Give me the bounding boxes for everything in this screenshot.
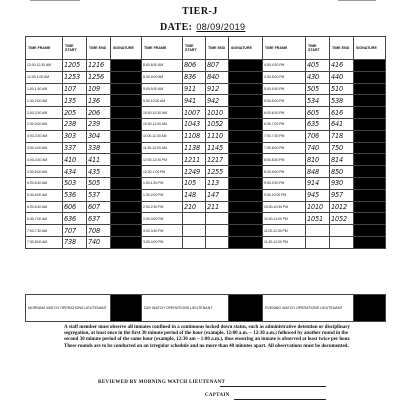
time-start-cell: 740	[306, 142, 330, 154]
signature-cell	[354, 236, 386, 248]
time-end-cell: 1255	[206, 166, 229, 178]
time-end-cell: 1052	[206, 118, 229, 130]
table-row	[26, 154, 386, 166]
time-frame-cell: 3:30-4:00 PM	[142, 236, 183, 248]
time-frame-cell: 10:30-11:00 PM	[263, 213, 306, 225]
time-end-cell: 616	[330, 107, 354, 119]
time-start-cell: 605	[306, 107, 330, 119]
time-frame-cell: 12:00-12:30 AM	[26, 60, 63, 72]
time-end-cell: 113	[206, 177, 229, 189]
table-row	[26, 213, 386, 225]
redacted-signature	[111, 166, 141, 177]
time-start-cell	[183, 213, 206, 225]
morning-watch-label: MORNING WATCH OPERATIONS LIEUTENANT	[26, 295, 111, 322]
time-frame-cell: 8:30-9:00 AM	[142, 71, 183, 83]
time-frame-cell: 11:00-11:30 PM	[263, 225, 306, 237]
redacted-signature	[229, 237, 262, 248]
redacted-signature	[229, 143, 262, 154]
time-end-cell: 740	[87, 236, 111, 248]
time-start-cell: 430	[306, 71, 330, 83]
signature-cell	[229, 107, 263, 119]
time-frame-cell: 6:00-6:30 AM	[26, 201, 63, 213]
time-end-cell: 206	[87, 107, 111, 119]
date-line	[160, 22, 245, 33]
time-start-cell: 1051	[306, 213, 330, 225]
time-frame-cell: 4:00-4:30 AM	[26, 154, 63, 166]
time-start-cell: 1108	[183, 130, 206, 142]
redacted-signature	[229, 166, 262, 177]
time-start-cell: 806	[183, 60, 206, 72]
time-end-cell: 136	[87, 95, 111, 107]
time-frame-cell: 12:30-1:00 PM	[142, 166, 183, 178]
time-start-cell: 503	[63, 177, 87, 189]
time-end-cell: 718	[330, 130, 354, 142]
time-end-cell: 1010	[206, 107, 229, 119]
redacted-signature	[111, 202, 141, 213]
signature-cell	[111, 177, 142, 189]
time-start-cell: 410	[63, 154, 87, 166]
redacted-signature	[354, 202, 385, 213]
col-header: TIME FRAME	[263, 37, 306, 60]
time-frame-cell: 7:30-8:00 PM	[263, 142, 306, 154]
time-start-cell: 1211	[183, 154, 206, 166]
watch-row	[26, 295, 386, 322]
col-header: SIGNATURE	[354, 37, 386, 60]
time-end-cell: 435	[87, 166, 111, 178]
table-header-row	[26, 37, 386, 60]
col-header: TIME START	[183, 37, 206, 60]
time-frame-cell: 3:30-4:00 AM	[26, 142, 63, 154]
time-start-cell: 636	[63, 213, 87, 225]
redacted-signature	[111, 131, 141, 142]
signature-cell	[354, 189, 386, 201]
time-frame-cell: 8:00-8:30 PM	[263, 154, 306, 166]
time-frame-cell: 9:00-9:30 AM	[142, 83, 183, 95]
time-start-cell: 105	[183, 177, 206, 189]
time-start-cell: 1043	[183, 118, 206, 130]
time-end-cell: 750	[330, 142, 354, 154]
signature-cell	[354, 142, 386, 154]
time-end-cell: 637	[87, 213, 111, 225]
signature-cell	[229, 154, 263, 166]
time-frame-cell: 7:00-7:30 PM	[263, 130, 306, 142]
time-start-cell: 238	[63, 118, 87, 130]
signature-cell	[229, 71, 263, 83]
time-end-cell: 338	[87, 142, 111, 154]
redacted-signature	[354, 95, 385, 106]
time-start-cell: 434	[63, 166, 87, 178]
time-start-cell: 848	[306, 166, 330, 178]
time-start-cell: 536	[63, 189, 87, 201]
redacted-signature	[229, 154, 262, 165]
time-frame-cell: 7:00-7:30 AM	[26, 225, 63, 237]
signature-cell	[229, 166, 263, 178]
time-start-cell: 337	[63, 142, 87, 154]
time-start-cell: 941	[183, 95, 206, 107]
signature-cell	[354, 213, 386, 225]
col-header: TIME END	[87, 37, 111, 60]
redacted-signature	[229, 84, 262, 95]
time-start-cell: 107	[63, 83, 87, 95]
observation-notice: A staff member must observe all inmates confined in a continuous locked down status, such as administrative detention or disciplinary segregation, at least once in the first 30 minute period of the hour (example, 12:00 a.m. – 12:30 a.m.) followed by another round in the second 30 minute period of the same hour (example, 12:30 am – 1:00 a.m.), thus ensuring an inmate is observed at least twice per hour. These rounds are to be conducted on an irregular schedule and no more than 40 minutes apart. All observations must be documented.	[64, 325, 351, 349]
time-frame-cell: 5:30-6:00 AM	[26, 189, 63, 201]
time-frame-cell: 1:30-2:00 PM	[142, 189, 183, 201]
table-row	[26, 118, 386, 130]
redacted-signature	[354, 107, 385, 118]
signature-cell	[111, 189, 142, 201]
signature-cell	[111, 201, 142, 213]
time-frame-cell: 1:30-2:00 AM	[26, 95, 63, 107]
signature-cell	[111, 118, 142, 130]
signature-cell	[111, 236, 142, 248]
time-end-cell: 147	[206, 189, 229, 201]
table-row	[26, 107, 386, 119]
time-end-cell: 807	[206, 60, 229, 72]
col-header: SIGNATURE	[111, 37, 142, 60]
table-row	[26, 142, 386, 154]
tier-title: TIER-J	[182, 6, 218, 17]
redacted-signature	[111, 119, 141, 130]
time-start-cell: 1205	[63, 60, 87, 72]
redacted-signature	[354, 225, 385, 236]
table-row	[26, 71, 386, 83]
time-end-cell: 607	[87, 201, 111, 213]
time-start-cell	[306, 225, 330, 237]
time-end-cell: 850	[330, 166, 354, 178]
signature-cell	[229, 213, 263, 225]
redacted-signature	[354, 154, 385, 165]
time-frame-cell: 11:30-12:00 PM	[263, 236, 306, 248]
time-end-cell: 1256	[87, 71, 111, 83]
signature-cell	[111, 142, 142, 154]
signature-cell	[229, 142, 263, 154]
signature-cell	[229, 60, 263, 72]
signature-cell	[229, 95, 263, 107]
time-start-cell: 405	[306, 60, 330, 72]
time-start-cell: 205	[63, 107, 87, 119]
time-frame-cell: 6:30-7:00 PM	[263, 118, 306, 130]
time-end-cell: 1217	[206, 154, 229, 166]
time-end-cell: 537	[87, 189, 111, 201]
time-start-cell: 534	[306, 95, 330, 107]
time-frame-cell: 1:00-1:30 AM	[26, 83, 63, 95]
time-start-cell: 210	[183, 201, 206, 213]
signature-cell	[354, 166, 386, 178]
col-header: TIME START	[63, 37, 87, 60]
redacted-signature	[111, 178, 141, 189]
time-start-cell: 836	[183, 71, 206, 83]
signature-cell	[354, 60, 386, 72]
redacted-signature	[229, 107, 262, 118]
time-start-cell: 1249	[183, 166, 206, 178]
table-body	[26, 60, 386, 249]
signature-cell	[354, 71, 386, 83]
time-end-cell: 239	[87, 118, 111, 130]
time-start-cell: 635	[306, 118, 330, 130]
redacted-signature	[354, 60, 385, 71]
time-frame-cell: 9:30-10:00 PM	[263, 189, 306, 201]
signature-cell	[354, 83, 386, 95]
time-frame-cell: 2:30-3:00 AM	[26, 118, 63, 130]
cropped-text-right	[338, 0, 376, 1]
time-end-cell: 411	[87, 154, 111, 166]
redacted-signature	[354, 237, 385, 248]
signature-cell	[354, 107, 386, 119]
date-label: DATE:	[160, 22, 193, 33]
redacted-signature	[354, 143, 385, 154]
redacted-signature	[354, 166, 385, 177]
time-end-cell: 510	[330, 83, 354, 95]
signature-cell	[354, 118, 386, 130]
signature-cell	[111, 71, 142, 83]
redacted-signature	[111, 190, 141, 201]
signature-cell	[111, 60, 142, 72]
time-frame-cell: 10:30-11:00 AM	[142, 118, 183, 130]
redacted-signature	[354, 190, 385, 201]
time-frame-cell: 3:00-3:30 PM	[142, 225, 183, 237]
redacted-signature	[111, 225, 141, 236]
time-frame-cell: 5:30-6:00 PM	[263, 95, 306, 107]
time-start-cell: 148	[183, 189, 206, 201]
time-end-cell: 505	[87, 177, 111, 189]
redacted-signature	[229, 60, 262, 71]
rounds-log-table	[25, 36, 386, 249]
table-row	[26, 83, 386, 95]
table-row	[26, 177, 386, 189]
time-frame-cell: 7:30-8:00 AM	[26, 236, 63, 248]
signature-cell	[111, 83, 142, 95]
time-frame-cell: 10:00-10:30 AM	[142, 107, 183, 119]
redacted-signature	[111, 143, 141, 154]
time-start-cell: 1010	[306, 201, 330, 213]
time-start-cell: 1138	[183, 142, 206, 154]
table-row	[26, 95, 386, 107]
col-header: TIME END	[206, 37, 229, 60]
redacted-signature	[354, 213, 385, 224]
redacted-signature	[111, 107, 141, 118]
time-end-cell: 440	[330, 71, 354, 83]
time-end-cell	[206, 225, 229, 237]
time-frame-cell: 1:00-1:30 PM	[142, 177, 183, 189]
redacted-signature	[229, 295, 263, 322]
time-start-cell	[306, 236, 330, 248]
time-end-cell: 416	[330, 60, 354, 72]
signature-cell	[111, 95, 142, 107]
time-end-cell: 708	[87, 225, 111, 237]
signature-cell	[229, 118, 263, 130]
redacted-signature	[111, 295, 142, 322]
signature-cell	[354, 130, 386, 142]
time-end-cell: 912	[206, 83, 229, 95]
col-header: TIME END	[330, 37, 354, 60]
signature-cell	[111, 166, 142, 178]
redacted-signature	[111, 237, 141, 248]
time-frame-cell: 4:30-5:00 PM	[263, 71, 306, 83]
time-end-cell: 641	[330, 118, 354, 130]
time-end-cell: 538	[330, 95, 354, 107]
time-start-cell: 911	[183, 83, 206, 95]
redacted-signature	[229, 225, 262, 236]
time-end-cell: 1052	[330, 213, 354, 225]
time-start-cell: 706	[306, 130, 330, 142]
day-watch-label: DAY WATCH OPERATIONS LIEUTENANT	[142, 295, 229, 322]
time-frame-cell: 11:00-11:30 AM	[142, 130, 183, 142]
time-frame-cell: 5:00-5:30 PM	[263, 83, 306, 95]
redacted-signature	[229, 131, 262, 142]
date-value: 08/09/2019	[196, 22, 246, 32]
reviewed-by-label: REVIEWED BY MORNING WATCH LIEUTENANT	[98, 380, 226, 385]
signature-cell	[229, 83, 263, 95]
time-end-cell: 1216	[87, 60, 111, 72]
time-frame-cell: 3:00-3:30 AM	[26, 130, 63, 142]
signature-cell	[111, 213, 142, 225]
signature-cell	[354, 201, 386, 213]
time-frame-cell: 5:00-5:30 AM	[26, 177, 63, 189]
time-end-cell: 942	[206, 95, 229, 107]
table-row	[26, 130, 386, 142]
time-end-cell: 957	[330, 189, 354, 201]
cropped-header-text	[0, 0, 400, 2]
redacted-signature	[229, 119, 262, 130]
redacted-signature	[354, 72, 385, 83]
col-header: TIME FRAME	[142, 37, 183, 60]
col-header: TIME FRAME	[26, 37, 63, 60]
time-frame-cell: 12:30-1:00 AM	[26, 71, 63, 83]
col-header: SIGNATURE	[229, 37, 263, 60]
time-frame-cell: 9:30-10:00 AM	[142, 95, 183, 107]
signature-cell	[229, 189, 263, 201]
time-start-cell: 738	[63, 236, 87, 248]
time-end-cell: 814	[330, 154, 354, 166]
time-start-cell: 810	[306, 154, 330, 166]
table-row	[26, 225, 386, 237]
time-end-cell: 1012	[330, 201, 354, 213]
signature-cell	[354, 154, 386, 166]
captain-label: CAPTAIN	[205, 393, 230, 398]
redacted-signature	[354, 295, 386, 322]
time-end-cell	[206, 213, 229, 225]
time-frame-cell: 12:00-12:30 PM	[142, 154, 183, 166]
time-end-cell: 1110	[206, 130, 229, 142]
time-frame-cell: 2:00-2:30 AM	[26, 107, 63, 119]
signature-cell	[229, 177, 263, 189]
signature-cell	[111, 225, 142, 237]
redacted-signature	[229, 213, 262, 224]
time-frame-cell: 10:00-10:30 PM	[263, 201, 306, 213]
redacted-signature	[229, 190, 262, 201]
time-start-cell: 505	[306, 83, 330, 95]
signature-cell	[229, 130, 263, 142]
time-start-cell: 707	[63, 225, 87, 237]
cropped-text-left	[30, 0, 80, 1]
redacted-signature	[229, 95, 262, 106]
time-end-cell: 304	[87, 130, 111, 142]
signature-cell	[111, 130, 142, 142]
time-start-cell: 303	[63, 130, 87, 142]
time-start-cell: 606	[63, 201, 87, 213]
time-end-cell	[330, 225, 354, 237]
time-frame-cell: 8:30-9:00 PM	[263, 166, 306, 178]
time-frame-cell: 4:30-5:00 AM	[26, 166, 63, 178]
reviewed-signature-line	[220, 386, 326, 387]
signature-cell	[354, 95, 386, 107]
evening-watch-label: EVENING WATCH OPERATIONS LIEUTENANT	[263, 295, 354, 322]
redacted-signature	[111, 84, 141, 95]
time-frame-cell: 6:30-7:00 AM	[26, 213, 63, 225]
redacted-signature	[354, 178, 385, 189]
table-row	[26, 236, 386, 248]
time-frame-cell: 8:00-8:30 AM	[142, 60, 183, 72]
redacted-signature	[354, 84, 385, 95]
table-row	[26, 189, 386, 201]
redacted-signature	[111, 72, 141, 83]
signature-cell	[111, 154, 142, 166]
time-frame-cell: 11:30-12:00 AM	[142, 142, 183, 154]
time-start-cell	[183, 225, 206, 237]
table-row	[26, 201, 386, 213]
redacted-signature	[111, 95, 141, 106]
time-end-cell	[206, 236, 229, 248]
time-end-cell: 930	[330, 177, 354, 189]
time-start-cell: 1007	[183, 107, 206, 119]
col-header: TIME START	[306, 37, 330, 60]
time-end-cell	[330, 236, 354, 248]
signature-cell	[229, 201, 263, 213]
time-start-cell: 945	[306, 189, 330, 201]
time-frame-cell: 6:00-6:30 PM	[263, 107, 306, 119]
time-start-cell: 1253	[63, 71, 87, 83]
redacted-signature	[111, 154, 141, 165]
redacted-signature	[229, 72, 262, 83]
time-end-cell: 1145	[206, 142, 229, 154]
signature-cell	[229, 225, 263, 237]
time-start-cell	[183, 236, 206, 248]
time-frame-cell: 2:00-2:30 PM	[142, 201, 183, 213]
watch-signature-table	[25, 294, 386, 322]
redacted-signature	[111, 60, 141, 71]
time-frame-cell: 9:00-9:30 PM	[263, 177, 306, 189]
redacted-signature	[354, 131, 385, 142]
table-row	[26, 60, 386, 72]
redacted-signature	[229, 178, 262, 189]
signature-cell	[354, 177, 386, 189]
redacted-signature	[229, 202, 262, 213]
signature-cell	[229, 236, 263, 248]
signature-cell	[111, 107, 142, 119]
time-start-cell: 914	[306, 177, 330, 189]
redacted-signature	[111, 213, 141, 224]
redacted-signature	[354, 119, 385, 130]
time-frame-cell: 2:30-3:00 PM	[142, 213, 183, 225]
signature-cell	[354, 225, 386, 237]
time-start-cell: 135	[63, 95, 87, 107]
time-end-cell: 840	[206, 71, 229, 83]
table-row	[26, 166, 386, 178]
time-end-cell: 211	[206, 201, 229, 213]
time-frame-cell: 4:00-4:30 PM	[263, 60, 306, 72]
time-end-cell: 109	[87, 83, 111, 95]
